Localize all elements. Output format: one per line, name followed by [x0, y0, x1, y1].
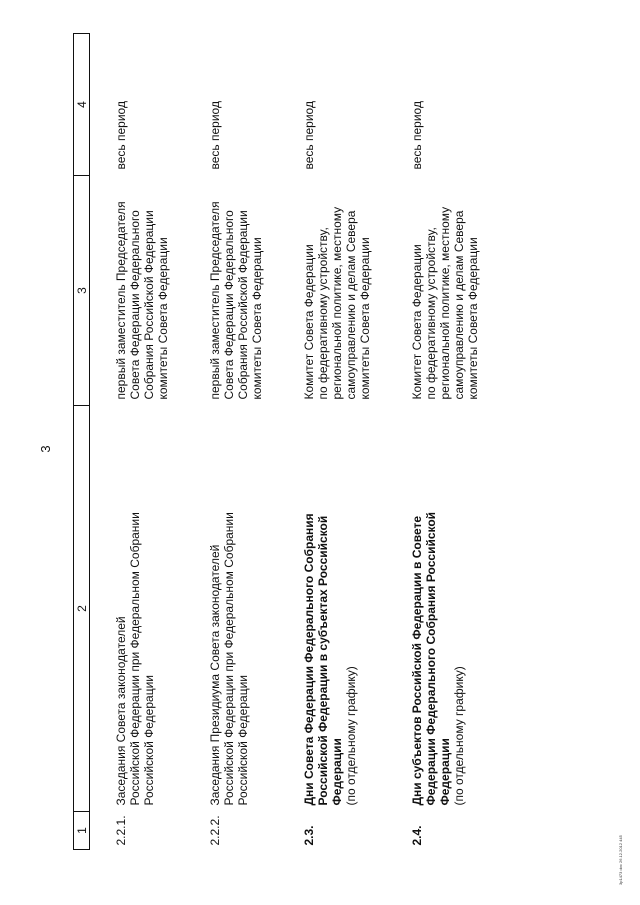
table-row	[184, 34, 278, 850]
table-row	[90, 34, 185, 850]
period: весь период	[410, 101, 424, 170]
responsible: первый заместитель Председателя Совета Федерации Федерального Собрания Российской Федерации комитеты Совета Федерации	[208, 201, 264, 400]
event-name: Дни субъектов Российской Федерации в Совете Федерации Федерального Собрания Российской Федерации	[410, 511, 452, 806]
responsible: Комитет Совета Федерации по федеративному устройству, региональной политике, местному самоуправлению и делам Севера комитеты Совета Федерации	[302, 206, 372, 400]
responsible: Комитет Совета Федерации по федеративному устройству, региональной политике, местному самоуправлению и делам Севера комитеты Совета Федерации	[410, 206, 480, 400]
page-number: 3	[38, 445, 53, 453]
event-note: (по отдельному графику)	[344, 666, 358, 806]
event-note: (по отдельному графику)	[452, 666, 466, 806]
column-header-1: 1	[74, 812, 90, 850]
period: весь период	[208, 101, 222, 170]
event-cell	[386, 406, 494, 812]
document-footer: 3р1473 doc 26.12.2012 445	[618, 835, 623, 885]
table-row	[386, 34, 494, 850]
row-number: 2.2.2.	[208, 815, 222, 846]
plan-table	[73, 33, 494, 850]
event-name: Дни Совета Федерации Федерального Собрания Российской Федерации в субъектах Российской Федерации	[302, 513, 344, 806]
table-header	[74, 34, 90, 850]
period: весь период	[114, 101, 128, 170]
row-number: 2.2.1.	[114, 815, 128, 846]
event-name: Заседания Совета законодателей Российской Федерации при Федеральном Собрании Российской Федерации	[114, 512, 156, 806]
column-header-2: 2	[74, 406, 90, 812]
period: весь период	[302, 101, 316, 170]
column-header-3: 3	[74, 176, 90, 406]
event-name: Заседания Президиума Совета законодателей Российской Федерации при Федеральном Собрании Российской Федерации	[208, 512, 250, 806]
row-number: 2.4.	[410, 825, 424, 846]
row-number: 2.3.	[302, 825, 316, 846]
responsible: первый заместитель Председателя Совета Федерации Федерального Собрания Российской Федерации комитеты Совета Федерации	[114, 201, 170, 400]
column-header-4: 4	[74, 34, 90, 176]
event-cell	[278, 406, 386, 812]
table-row	[278, 34, 386, 850]
